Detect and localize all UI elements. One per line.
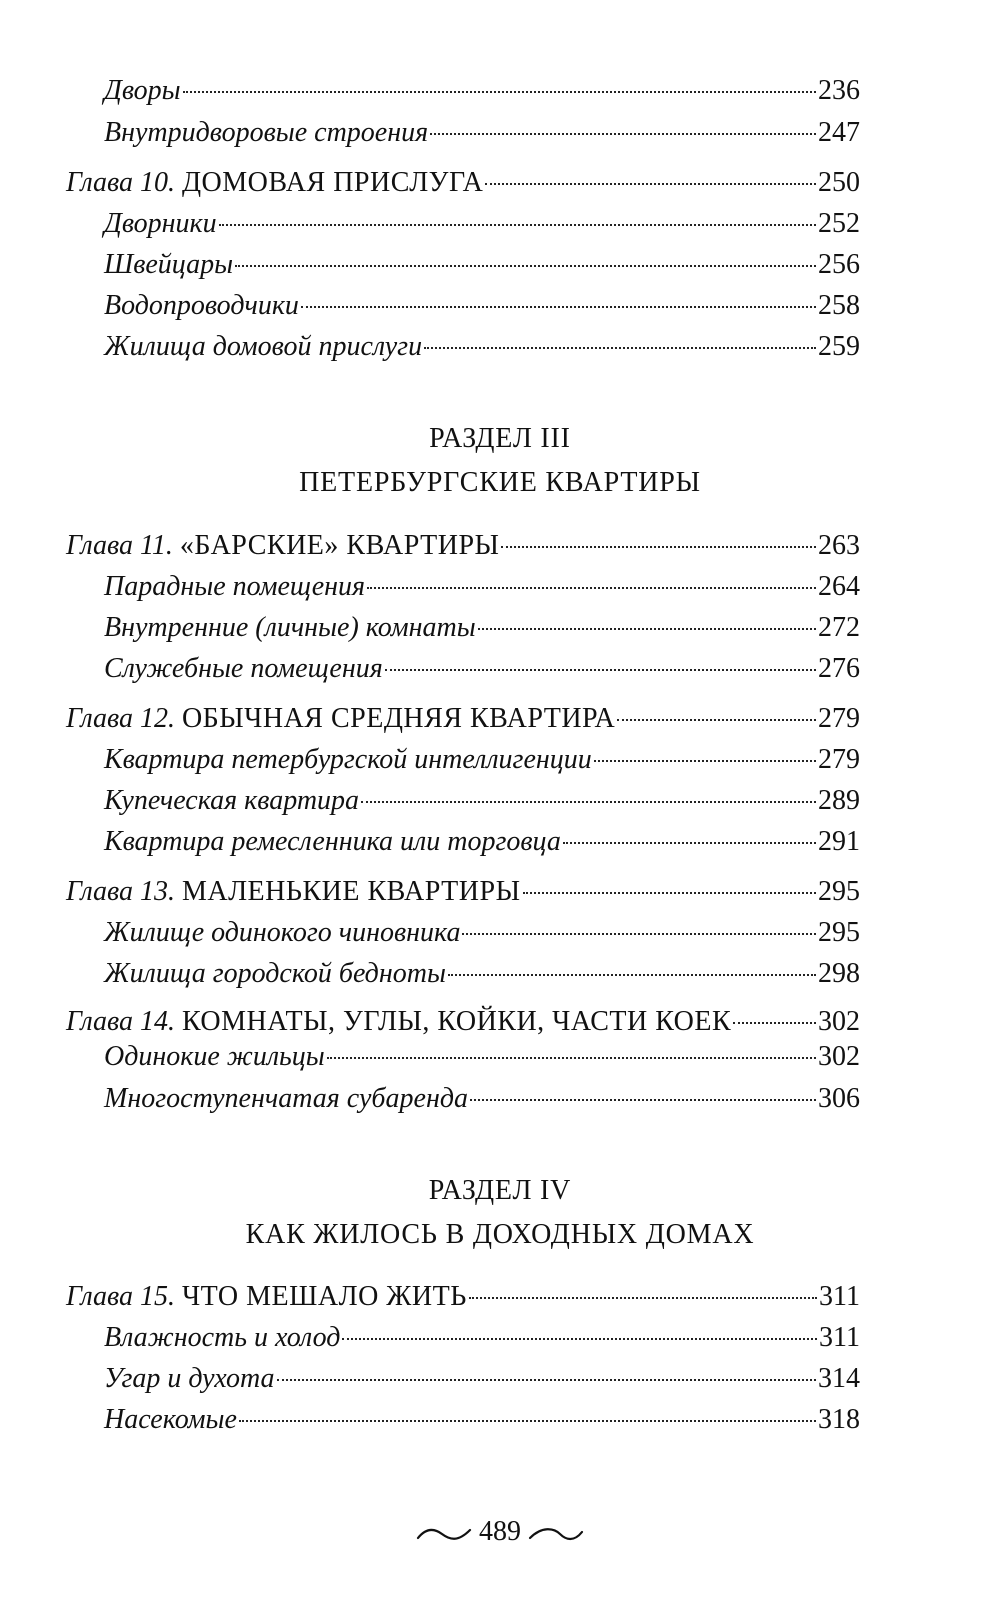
toc-entry <box>104 570 860 604</box>
toc-entry <box>104 1040 860 1074</box>
dot-leader <box>301 306 816 308</box>
dot-leader <box>478 628 816 630</box>
page-number: 311 <box>819 1322 860 1353</box>
page-number: 259 <box>818 331 860 362</box>
entry-title: Одинокие жильцы <box>104 1041 325 1072</box>
toc-chapter-entry <box>66 875 860 909</box>
toc-entry <box>104 330 860 364</box>
dot-leader <box>523 892 817 894</box>
toc-entry <box>104 116 860 150</box>
page-number: 250 <box>818 167 860 198</box>
toc-entry <box>104 207 860 241</box>
chapter-prefix: Глава 10. <box>66 167 175 198</box>
page-number: 318 <box>818 1404 860 1435</box>
page-number: 302 <box>818 1006 860 1037</box>
entry-title: Парадные помещения <box>104 571 366 602</box>
entry-title: Влажность и холод <box>104 1322 341 1353</box>
page-number: 311 <box>819 1281 860 1312</box>
section-label: РАЗДЕЛ III <box>429 423 571 454</box>
chapter-name: МАЛЕНЬКИЕ КВАРТИРЫ <box>181 876 521 907</box>
entry-title: Жилища городской бедноты <box>104 958 446 989</box>
dot-leader <box>470 1099 816 1101</box>
section-title: КАК ЖИЛОСЬ В ДОХОДНЫХ ДОМАХ <box>245 1219 755 1250</box>
chapter-name: «БАРСКИЕ» КВАРТИРЫ <box>179 530 500 561</box>
page-number: 289 <box>818 785 860 816</box>
chapter-title <box>66 1280 467 1314</box>
dot-leader <box>183 91 816 93</box>
chapter-name: ДОМОВАЯ ПРИСЛУГА <box>181 167 484 198</box>
swash-right-ornament <box>528 1524 584 1544</box>
dot-leader <box>385 669 816 671</box>
dot-leader <box>361 801 816 803</box>
dot-leader <box>485 183 816 185</box>
dot-leader <box>462 933 816 935</box>
toc-entry <box>104 784 860 818</box>
dot-leader <box>501 546 816 548</box>
dot-leader <box>448 974 816 976</box>
entry-title: Квартира петербургской интеллигенции <box>104 744 592 775</box>
dot-leader <box>469 1297 817 1299</box>
chapter-prefix: Глава 13. <box>66 876 175 907</box>
chapter-name: ЧТО МЕШАЛО ЖИТЬ <box>181 1281 467 1312</box>
entry-title: Многоступенчатая субаренда <box>104 1083 468 1114</box>
dot-leader <box>563 842 816 844</box>
section-label: РАЗДЕЛ IV <box>428 1175 572 1206</box>
toc-entry <box>104 1082 860 1116</box>
dot-leader <box>235 265 816 267</box>
entry-title: Квартира ремесленника или торговца <box>104 826 561 857</box>
entry-title: Насекомые <box>104 1404 237 1435</box>
toc-entry <box>104 289 860 323</box>
toc-entry <box>104 916 860 950</box>
toc-chapter-entry <box>66 702 860 736</box>
dot-leader <box>367 587 816 589</box>
folio-number: 489 <box>479 1516 521 1547</box>
entry-title: Жилища домовой прислуги <box>104 331 423 362</box>
section-title: ПЕТЕРБУРГСКИЕ КВАРТИРЫ <box>299 467 701 498</box>
toc-entry <box>104 825 860 859</box>
chapter-name: КОМНАТЫ, УГЛЫ, КОЙКИ, ЧАСТИ КОЕК <box>181 1006 732 1037</box>
page-number: 295 <box>818 876 860 907</box>
page-number: 264 <box>818 571 860 602</box>
chapter-name: ОБЫЧНАЯ СРЕДНЯЯ КВАРТИРА <box>181 703 616 734</box>
entry-title: Швейцары <box>104 249 234 280</box>
chapter-prefix: Глава 14. <box>66 1006 175 1037</box>
toc-entry <box>104 1403 860 1437</box>
toc-chapter-entry <box>66 1005 860 1039</box>
toc-entry <box>104 957 860 991</box>
dot-leader <box>424 347 816 349</box>
page-number: 236 <box>818 75 860 106</box>
chapter-prefix: Глава 15. <box>66 1281 175 1312</box>
entry-title: Внутренние (личные) комнаты <box>104 612 476 643</box>
toc-chapter-entry <box>66 1280 860 1314</box>
page-number: 252 <box>818 208 860 239</box>
chapter-title <box>66 875 521 909</box>
dot-leader <box>733 1022 816 1024</box>
page-number: 272 <box>818 612 860 643</box>
chapter-title <box>66 1005 731 1039</box>
chapter-prefix: Глава 11. <box>66 530 173 561</box>
toc-entry <box>104 1321 860 1355</box>
page-number: 247 <box>818 117 860 148</box>
page-number: 298 <box>818 958 860 989</box>
entry-title: Внутридворовые строения <box>104 117 429 148</box>
toc-entry <box>104 1362 860 1396</box>
swash-left-ornament <box>416 1524 472 1544</box>
entry-title: Купеческая квартира <box>104 785 360 816</box>
chapter-title <box>66 702 615 736</box>
dot-leader <box>430 133 816 135</box>
page-number: 263 <box>818 530 860 561</box>
dot-leader <box>327 1057 816 1059</box>
chapter-title <box>66 166 483 200</box>
toc-chapter-entry <box>66 529 860 563</box>
page-number: 306 <box>818 1083 860 1114</box>
entry-title: Служебные помещения <box>104 653 383 684</box>
page-number: 276 <box>818 653 860 684</box>
page-number: 279 <box>818 703 860 734</box>
toc-entry <box>104 743 860 777</box>
page-number: 314 <box>818 1363 860 1394</box>
page-number: 279 <box>818 744 860 775</box>
entry-title: Жилище одинокого чиновника <box>104 917 461 948</box>
page-folio <box>0 1515 1000 1549</box>
chapter-title <box>66 529 499 563</box>
toc-entry <box>104 248 860 282</box>
dot-leader <box>342 1338 817 1340</box>
entry-title: Дворы <box>104 75 181 106</box>
chapter-prefix: Глава 12. <box>66 703 175 734</box>
dot-leader <box>594 760 816 762</box>
dot-leader <box>219 224 816 226</box>
page-number: 256 <box>818 249 860 280</box>
entry-title: Угар и духота <box>104 1363 275 1394</box>
dot-leader <box>277 1379 816 1381</box>
toc-chapter-entry <box>66 166 860 200</box>
page-number: 291 <box>818 826 860 857</box>
toc-entry <box>104 611 860 645</box>
page-number: 295 <box>818 917 860 948</box>
dot-leader <box>617 719 816 721</box>
page-number: 302 <box>818 1041 860 1072</box>
dot-leader <box>239 1420 816 1422</box>
toc-entry <box>104 74 860 108</box>
page-number: 258 <box>818 290 860 321</box>
toc-entry <box>104 652 860 686</box>
entry-title: Дворники <box>104 208 217 239</box>
entry-title: Водопроводчики <box>104 290 299 321</box>
